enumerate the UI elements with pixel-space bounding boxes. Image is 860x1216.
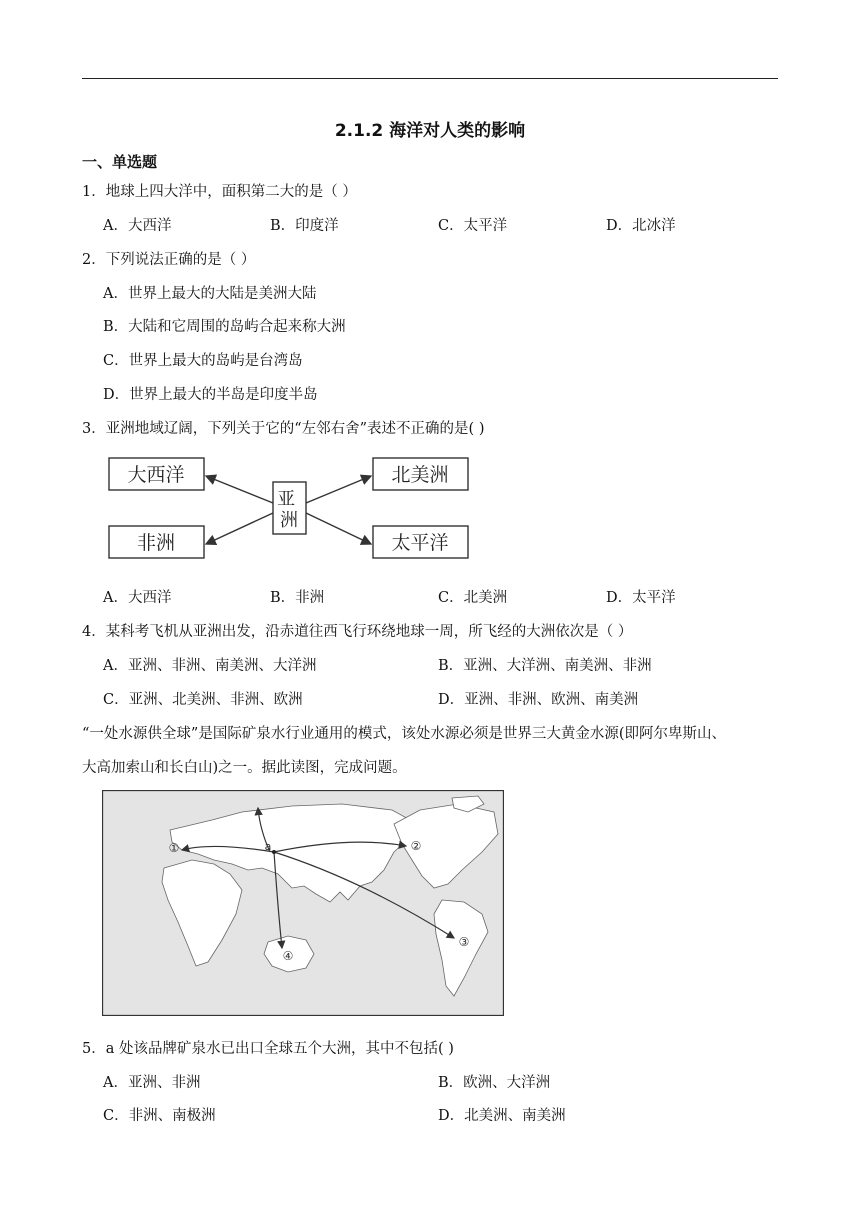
label-asia: 亚 洲 <box>277 489 298 531</box>
question-3-stem: 3．亚洲地域辽阔，下列关于它的“左邻右舍”表述不正确的是( ) <box>82 421 485 437</box>
header-rule <box>82 78 778 79</box>
q3-option-a[interactable]: A．大西洋 <box>103 590 172 606</box>
world-map-image <box>102 790 504 1016</box>
marker-3: ③ <box>458 935 470 949</box>
question-2-stem: 2．下列说法正确的是（ ） <box>82 252 256 268</box>
arrow-to-north-america <box>306 476 371 503</box>
q3-option-c[interactable]: C．北美洲 <box>438 590 508 606</box>
q2-option-c[interactable]: C．世界上最大的岛屿是台湾岛 <box>103 353 303 369</box>
section-heading: 一、单选题 <box>82 153 158 171</box>
q5-option-a[interactable]: A．亚洲、非洲 <box>103 1075 201 1091</box>
q4-option-a[interactable]: A．亚洲、非洲、南美洲、大洋洲 <box>103 658 317 674</box>
q5-option-d[interactable]: D．北美洲、南美洲 <box>438 1108 566 1124</box>
arrow-to-pacific <box>306 513 371 544</box>
page-title: 2.1.2 海洋对人类的影响 <box>334 121 526 141</box>
passage-line-1: “一处水源供全球”是国际矿泉水行业通用的模式，该处水源必须是世界三大黄金水源(即阿尔卑斯山、 <box>82 726 726 742</box>
q2-option-d[interactable]: D．世界上最大的半岛是印度半岛 <box>103 387 318 403</box>
marker-1: ① <box>168 841 180 855</box>
q4-option-c[interactable]: C．亚洲、北美洲、非洲、欧洲 <box>103 692 303 708</box>
q2-option-b[interactable]: B．大陆和它周围的岛屿合起来称大洲 <box>103 319 346 335</box>
label-atlantic: 大西洋 <box>127 464 185 486</box>
source-label: a <box>264 840 272 853</box>
q1-option-c[interactable]: C．太平洋 <box>438 218 508 234</box>
label-north-america: 北美洲 <box>391 464 449 486</box>
passage-line-2: 大高加索山和长白山)之一。据此读图，完成问题。 <box>82 760 407 776</box>
q1-option-a[interactable]: A．大西洋 <box>103 218 172 234</box>
q5-option-c[interactable]: C．非洲、南极洲 <box>103 1108 216 1124</box>
arrow-to-africa <box>206 513 273 544</box>
q2-option-a[interactable]: A．世界上最大的大陆是美洲大陆 <box>103 286 317 302</box>
q5-option-b[interactable]: B．欧洲、大洋洲 <box>438 1075 551 1091</box>
q3-option-d[interactable]: D．太平洋 <box>606 590 676 606</box>
label-pacific: 太平洋 <box>391 532 449 554</box>
arrow-to-atlantic <box>206 476 273 503</box>
question-4-stem: 4．某科考飞机从亚洲出发，沿赤道往西飞行环绕地球一周，所飞经的大洲依次是（ ） <box>82 624 633 640</box>
q4-option-d[interactable]: D．亚洲、非洲、欧洲、南美洲 <box>438 692 639 708</box>
marker-2: ② <box>410 839 422 853</box>
q3-option-b[interactable]: B．非洲 <box>270 590 325 606</box>
asia-neighbors-diagram <box>100 448 480 572</box>
label-africa: 非洲 <box>136 532 176 554</box>
q4-option-b[interactable]: B．亚洲、大洋洲、南美洲、非洲 <box>438 658 652 674</box>
question-1-stem: 1．地球上四大洋中，面积第二大的是（ ） <box>82 184 357 200</box>
q1-option-d[interactable]: D．北冰洋 <box>606 218 676 234</box>
q1-option-b[interactable]: B．印度洋 <box>270 218 339 234</box>
marker-4: ④ <box>282 949 294 963</box>
source-point <box>272 850 276 854</box>
question-5-stem: 5．a 处该品牌矿泉水已出口全球五个大洲，其中不包括( ) <box>82 1041 454 1057</box>
